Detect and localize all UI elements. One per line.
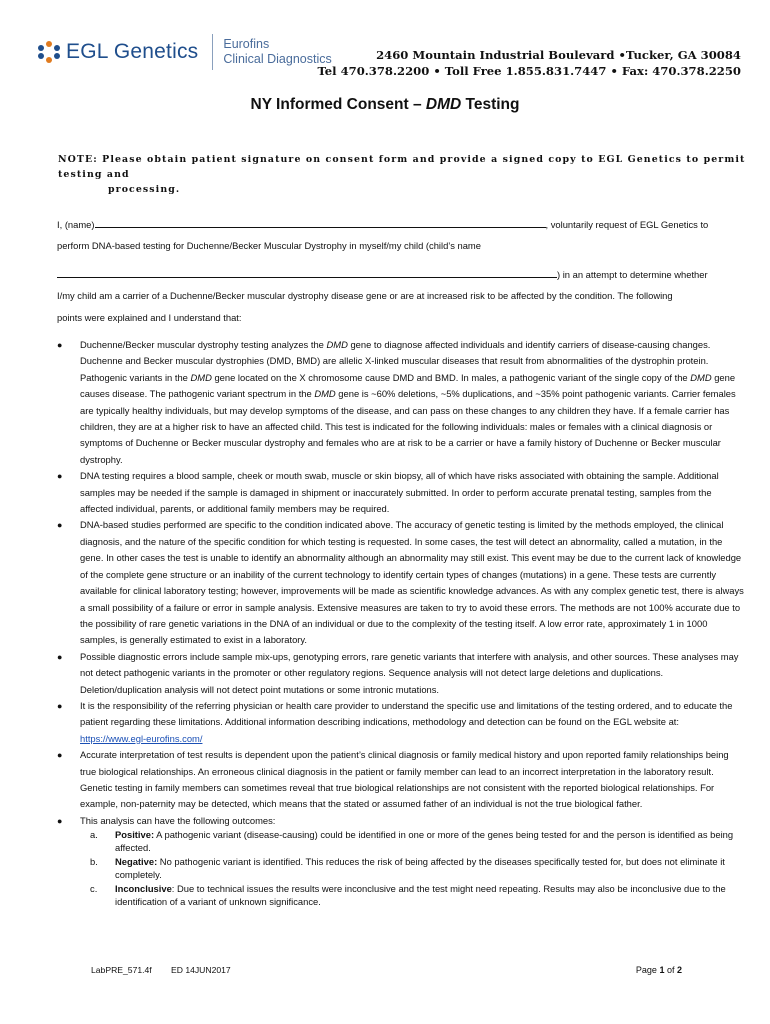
list-item: ● DNA-based studies performed are specific to the condition indicated above. The accuracy of genetic testing is limited by the methods employed, the clinical diagnosis, and the nature of the specific condition for which testing is requested. In some cases, the test will detect an abnormality, called a mutation, in the gene. In other cases the test is unable to identify an abnormality although an abnormality may still exist. This event may be due to the current lack of knowledge of the complete gene structure or an inability of the current technology to identify certain types of changes (mutations) in a gene. These tests are currently available for clinical laboratory testing; however, improvements will be made as scientific knowledge advances. As with any complex genetic test, there is always a small possibility of a failure or error in sample analysis. Extensive measures are taken to try to avoid these errors. The methods are not 100% accurate due to the possibility of rare genetic variations in the DNA of an individual or due to the complexity of the testing itself. A low error rate, approximately 1 in 1000 samples, is generally estimated to exist in a laboratory.: [57, 519, 744, 646]
request-text: , voluntarily request of EGL Genetics to: [545, 219, 709, 230]
consent-line-understand: points were explained and I understand that:: [57, 312, 242, 323]
child-name-field[interactable]: [57, 268, 557, 278]
consent-line-name: [57, 218, 708, 230]
title-prefix: NY Informed Consent –: [250, 96, 426, 113]
determine-text: ) in an attempt to determine whether: [557, 269, 708, 280]
consent-line-child: [57, 268, 708, 280]
bullet-icon: ●: [57, 651, 63, 662]
outcome-positive: a. Positive: A pathogenic variant (disease-causing) could be identified in one or more of the genes being tested for and the person is identified as being affected.: [90, 829, 734, 853]
title-suffix: Testing: [461, 96, 520, 113]
edition-date: ED 14JUN2017: [171, 965, 231, 975]
logo-subtitle-line2: Clinical Diagnostics: [223, 52, 332, 66]
note-paragraph: [58, 152, 748, 197]
egl-website-link[interactable]: https://www.egl-eurofins.com/: [80, 732, 203, 744]
name-label: I, (name): [57, 219, 95, 230]
list-item: ● This analysis can have the following outcomes: a. Positive: A pathogenic variant (disease-causing) could be identified in one or more of the genes being tested for and the person is identified as being affected. b. Negative: No pathogenic variant is identified. This reduces the risk of being affected by the diseases specifically tested for, but does not eliminate it completely. c. Inconclusive: Due to technical issues the results were inconclusive and the test might need repeating. Results may also be inconclusive due to the identification of a variant of unknown significance.: [57, 813, 747, 908]
bullet-icon: ●: [57, 471, 63, 482]
note-line1: NOTE: Please obtain patient signature on consent form and provide a signed copy to EGL Genetics to permit testing and: [58, 154, 746, 180]
logo-subtitle-line1: Eurofins: [223, 37, 270, 51]
bullet-icon: ●: [57, 340, 63, 350]
list-item: ● Duchenne/Becker muscular dystrophy testing analyzes the DMD gene to diagnose affected individuals and identify carriers of disease-causing changes. Duchenne and Becker muscular dystrophies (DMD, BMD) are allelic X-linked muscular diseases that result from abnormalities of the dystrophin protein. Pathogenic variants in the DMD gene located on the X chromosome cause DMD and BMD. In males, a pathogenic variant of the single copy of the DMD gene causes disease. The pathogenic variant spectrum in the DMD gene is ~60% deletions, ~5% duplications, and ~35% point pathogenic variants. Carrier females are typically healthy individuals, but may develop symptoms of the disease, and can pass on these changes to any children they have. If a female carrier has children, they are at a higher risk to have an affected child. This test is indicated for the following individuals: males or females with a clinical diagnosis or symptoms of Duchenne or Becker muscular dystrophy and females who are at risk to be a carrier or have a family history of Duchenne or Becker muscular dystrophy.: [57, 339, 736, 465]
address-line: 2460 Mountain Industrial Boulevard •Tucker, GA 30084: [376, 48, 741, 62]
logo-dots-icon: [38, 41, 60, 63]
contact-line: Tel 470.378.2200 • Toll Free 1.855.831.7447 • Fax: 470.378.2250: [317, 64, 741, 78]
page-number: Page 1 of 2: [635, 965, 682, 975]
outcomes-list: [80, 829, 747, 908]
consent-line-carrier: I/my child am a carrier of a Duchenne/Becker muscular dystrophy disease gene or are at increased risk to be affected by the condition. The following: [57, 290, 673, 301]
list-item: ● Accurate interpretation of test results is dependent upon the patient’s clinical diagnosis or family medical history and upon reported family relationships being true biological relationships. An erroneous clinical diagnosis in the patient or family member can lead to an incorrect interpretation in the laboratory result. Genetic testing in family members can sometimes reveal that true biological relationships are not consistent with the reported biological relationships. For example, non-paternity may be detected, which means that the stated or assumed father of an individual is not the true biological father.: [57, 749, 729, 810]
patient-name-field[interactable]: [95, 218, 546, 228]
bullet-icon: ●: [57, 750, 63, 761]
list-item: ● DNA testing requires a blood sample, cheek or mouth swab, muscle or skin biopsy, all of which have risks associated with obtaining the sample. Additional samples may be needed if the sample is damaged in shipment or inaccurately submitted. In order to perform accurate prenatal testing, samples from the affected individual, parents, or additional family members may be required.: [57, 470, 719, 515]
note-line2: processing.: [108, 184, 181, 195]
page-title: [0, 96, 770, 114]
bullet-icon: ●: [57, 815, 63, 826]
logo-subtitle: [223, 37, 331, 67]
logo-divider: [212, 34, 213, 70]
bullet-icon: ●: [57, 520, 63, 531]
bullet-icon: ●: [57, 700, 63, 711]
list-item: ● Possible diagnostic errors include sample mix-ups, genotyping errors, rare genetic variants that interfere with analysis, and other sources. These analyses may not detect pathogenic variants in the promoter or other regulatory regions. Sequence analysis will not detect large deletions and duplications. Deletion/duplication analysis will not detect point mutations or some intronic mutations.: [57, 650, 739, 695]
list-item: ● It is the responsibility of the referring physician or health care provider to understand the specific use and limitations of the testing ordered, and to educate the patient regarding these limitations. Additional information describing indications, methodology and detection can be found on the EGL website at: https://www.egl-eurofins.com/: [57, 699, 733, 744]
title-gene: DMD: [425, 96, 462, 113]
logo-text: EGL Genetics: [66, 40, 199, 63]
consent-points-list: [57, 337, 747, 910]
company-logo: [38, 34, 332, 70]
consent-line-testing: perform DNA-based testing for Duchenne/Becker Muscular Dystrophy in myself/my child (child’s name: [57, 240, 481, 251]
outcome-negative: b. Negative: No pathogenic variant is identified. This reduces the risk of being affected by the diseases specifically tested for, but does not eliminate it completely.: [90, 856, 725, 880]
company-address: [317, 47, 741, 79]
form-code: LabPRE_571.4f: [91, 965, 152, 975]
outcome-inconclusive: c. Inconclusive: Due to technical issues the results were inconclusive and the test might need repeating. Results may also be inconclusive due to the identification of a variant of unknown significance.: [90, 883, 726, 907]
